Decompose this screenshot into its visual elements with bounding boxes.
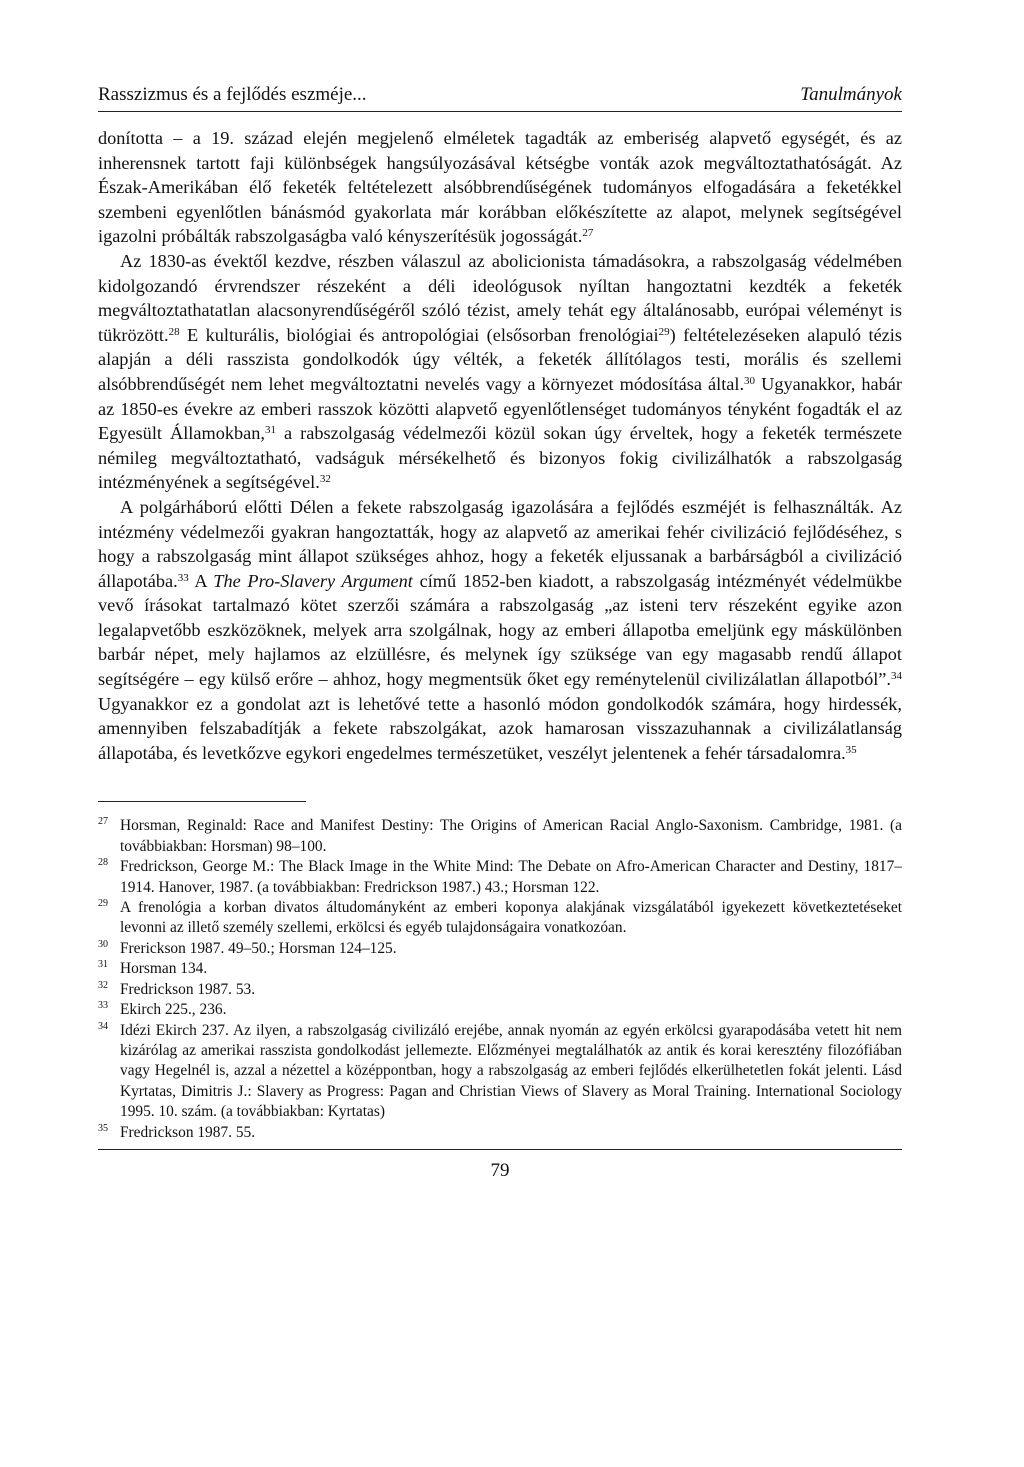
footnote-31 xyxy=(98,959,902,979)
paragraph-3 xyxy=(98,495,902,766)
footnote-number xyxy=(98,898,120,939)
footnote-number-text: 29 xyxy=(98,898,108,910)
text-run: ) feltételezéseken alapuló tézis alapján a déli rasszista gondolkodók úgy vélték, a feketék állítólagos testi, morális és szellemi alsóbbrendűségét nem lehet megváltoztatni nevelés vagy a környezet módosítása által. xyxy=(98,324,902,394)
footnote-text: Fredrickson, George M.: The Black Image in the White Mind: The Debate on Afro-American Character and Destiny, 1817–1914. Hanover, 1987. (a továbbiakban: Fredrickson 1987.) 43.; Horsman 122. xyxy=(120,858,902,896)
text-run: donította – a 19. század elején megjelenő elméletek tagadták az emberiség alapvető egységét, és az inherensnek tartott faji különbségek hangsúlyozásával kétségbe vonták azok megváltoztathatóságát. Az Észak-Amerikában élő feketék feltételezett alsóbbrendűségének tudományos elfogadására a feketékkel szembeni egyenlőtlen bánásmód gyakorlata már korábban előkészítette az alapot, melynek segítségével igazolni próbálták rabszolgaságba való kényszerítésük jogosságát. xyxy=(98,128,902,247)
footnote-29 xyxy=(98,898,902,939)
footnote-32 xyxy=(98,980,902,1000)
footnote-text: A frenológia a korban divatos áltudományként az emberi koponya alakjának vizsgálatából igyekezett következtetéseket levonni az illető személy szellemi, erkölcsi és egyéb tulajdonságaira vonatkozóan. xyxy=(120,899,902,937)
text-run: Ugyanakkor, habár az 1850-es évekre az emberi rasszok közötti alapvető egyenlőtlenséget tudományos tényként fogadták el az Egyesült Államokban, xyxy=(98,373,902,444)
footnote-ref[interactable]: 35 xyxy=(845,743,857,756)
footnote-separator xyxy=(98,801,306,802)
footnote-number-text: 33 xyxy=(98,1000,108,1012)
footnote-number xyxy=(98,959,120,979)
footnote-number xyxy=(98,939,120,959)
footnote-ref[interactable]: 29 xyxy=(658,325,670,338)
paragraph-1 xyxy=(98,126,902,249)
footnote-ref[interactable]: 34 xyxy=(891,670,902,683)
footnote-28 xyxy=(98,857,902,898)
footnotes xyxy=(98,816,902,1143)
footnote-number xyxy=(98,1123,120,1143)
footnote-number xyxy=(98,857,120,898)
footnote-text: Frerickson 1987. 49–50.; Horsman 124–125. xyxy=(120,939,397,957)
footnote-number xyxy=(98,980,120,1000)
footnote-number-text: 27 xyxy=(98,816,108,828)
footnote-text: Ekirch 225., 236. xyxy=(120,1001,227,1019)
footnote-number xyxy=(98,1021,120,1123)
footnote-34 xyxy=(98,1021,902,1123)
book-title: The Pro-Slavery Argument xyxy=(213,570,413,591)
body-text xyxy=(98,126,902,765)
text-run: E kulturális, biológiai és antropológiai (elsősorban frenológiai xyxy=(179,324,659,345)
footnote-number-text: 30 xyxy=(98,938,108,950)
header-rule xyxy=(98,111,902,112)
header-section: Tanulmányok xyxy=(800,84,902,105)
footnote-33 xyxy=(98,1000,902,1020)
text-run: A polgárháború előtti Délen a fekete rabszolgaság igazolására a fejlődés eszméjét is felhasználták. Az intézmény védelmezői gyakran hangoztatták, hogy az alapvető az amerikai fehér civilizáció fejlődéséhez, s hogy a rabszolgaság mint állapot szükséges ahhoz, hogy a feketék eljussanak a barbárságból a civilizáció állapotába. xyxy=(98,496,902,591)
bottom-rule xyxy=(98,1149,902,1150)
footnote-number-text: 28 xyxy=(98,857,108,869)
footnote-number xyxy=(98,816,120,857)
text-run: Az 1830-as évektől kezdve, részben válaszul az abolicionista támadásokra, a rabszolgaság védelmében kidolgozandó érvrendszer részeként a déli ideológusok nyíltan hangoztatni kezdték a feketék megváltoztathatatlan alacsonyrendűségéről szóló tézist, amely tehát egy általánosabb, európai véleményt is tükrözött. xyxy=(98,250,902,345)
footnote-text: Fredrickson 1987. 55. xyxy=(120,1123,256,1141)
footnote-ref[interactable]: 28 xyxy=(168,325,180,338)
footnote-text: Horsman, Reginald: Race and Manifest Destiny: The Origins of American Racial Anglo-Saxonism. Cambridge, 1981. (a továbbiakban: Horsman) 98–100. xyxy=(120,817,902,855)
footnote-30 xyxy=(98,939,902,959)
footnote-ref[interactable]: 33 xyxy=(177,571,189,584)
page-number: 79 xyxy=(490,1159,510,1181)
footnote-ref[interactable]: 30 xyxy=(744,374,756,387)
footnote-ref[interactable]: 32 xyxy=(319,473,331,486)
footnote-number-text: 34 xyxy=(98,1020,108,1032)
footnote-number xyxy=(98,1000,120,1020)
footnote-number-text: 31 xyxy=(98,959,108,971)
running-header xyxy=(98,84,902,112)
footnote-ref[interactable]: 31 xyxy=(264,424,276,437)
text-run: című 1852-ben kiadott, a rabszolgaság intézményét védelmükbe vevő írásokat tartalmazó kötet szerzői számára a rabszolgaság „az isteni terv részeként egyike azon legalapvetőbb eszközöknek, melyek arra szolgálnak, hogy az emberi állapotba emeljünk egy máskülönben barbár népet, mely hajlamos az elzüllésre, és melynek így szüksége van egy magasabb rendű állapot segítségére – egy külső erőre – ahhoz, hogy megmentsük őket egy reménytelenül civilizálatlan állapotból”. xyxy=(98,570,902,690)
text-run: A xyxy=(188,570,214,591)
paragraph-2 xyxy=(98,249,902,495)
footnote-number-text: 32 xyxy=(98,979,108,991)
footnote-text: Idézi Ekirch 237. Az ilyen, a rabszolgaság civilizáló erejébe, annak nyomán az egyén erkölcsi gyarapodásába vetett hit nem kizárólag az amerikai rasszista gondolkodást jellemezte. Előzményei megtalálhatók az antik és korai keresztény filozófiában vagy Hegelnél is, azzal a nézettel a középpontban, hogy a rabszolgaság az emberi fejlődés elkerülhetetlen fokát jelenti. Lásd Kyrtatas, Dimitris J.: Slavery as Progress: Pagan and Christian Views of Slavery as Moral Training. International Sociology 1995. 10. szám. (a továbbiakban: Kyrtatas) xyxy=(120,1021,902,1121)
footnote-35 xyxy=(98,1123,902,1143)
header-title: Rasszizmus és a fejlődés eszméje... xyxy=(98,84,367,105)
footnote-number-text: 35 xyxy=(98,1122,108,1134)
footnote-27 xyxy=(98,816,902,857)
footnote-text: Horsman 134. xyxy=(120,960,208,978)
page xyxy=(98,84,902,1182)
text-run: Ugyanakkor ez a gondolat azt is lehetővé tette a hasonló módon gondolkodók számára, hogy hirdessék, amennyiben felszabadítják a fekete rabszolgákat, azok hamarosan visszazuhannak a civilizálatlanság állapotába, és levetkőzve egykori engedelmes természetüket, veszélyt jelentenek a fehér társadalomra. xyxy=(98,693,902,763)
footnote-ref[interactable]: 27 xyxy=(582,227,594,240)
footnote-text: Fredrickson 1987. 53. xyxy=(120,980,256,998)
text-run: a rabszolgaság védelmezői közül sokan úgy érveltek, hogy a feketék természete némileg megváltoztatható, vadságuk mérsékelhető és bizonyos fokig civilizálhatók a rabszolgaság intézményének a segítségével. xyxy=(98,423,902,493)
